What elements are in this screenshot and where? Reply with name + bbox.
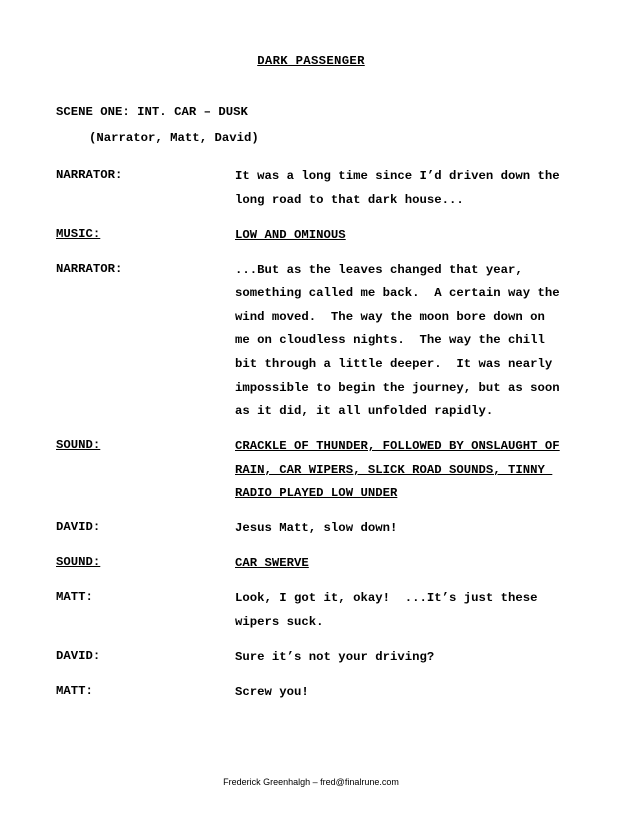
speaker-label: MATT: — [56, 590, 93, 605]
script-line: wind moved. The way the moon bore down on — [235, 309, 545, 324]
script-line: me on cloudless nights. The way the chill — [235, 333, 545, 348]
script-line: bit through a little deeper. It was nearly — [235, 356, 553, 371]
script-line: long road to that dark house... — [235, 192, 464, 207]
script-line: impossible to begin the journey, but as soon — [235, 380, 560, 395]
script-title: DARK PASSENGER — [257, 54, 365, 68]
script-line: Sure it’s not your driving? — [235, 650, 435, 664]
script-line: Screw you! — [235, 685, 309, 699]
script-line: something called me back. A certain way the — [235, 286, 560, 301]
cue-text — [235, 438, 580, 509]
speaker-label: NARRATOR: — [56, 168, 123, 182]
cue-label: SOUND: — [56, 555, 101, 570]
dialogue-text — [235, 590, 580, 637]
page-footer: Frederick Greenhalgh – fred@finalrune.com — [223, 777, 399, 787]
speaker-label: DAVID: — [56, 649, 101, 663]
script-line: as it did, it all unfolded rapidly. — [235, 404, 494, 419]
script-line: Look, I got it, okay! ...It’s just these — [235, 591, 538, 606]
script-line: RAIN, CAR WIPERS, SLICK ROAD SOUNDS, TINNY — [235, 462, 553, 477]
script-line: Jesus Matt, slow down! — [235, 521, 398, 536]
script-line: RADIO PLAYED LOW UNDER — [235, 486, 398, 501]
dialogue-text — [235, 168, 580, 215]
scene-heading: SCENE ONE: INT. CAR – DUSK — [56, 105, 248, 119]
cue-text — [235, 227, 580, 251]
speaker-label: NARRATOR: — [56, 261, 123, 276]
dialogue-text — [235, 520, 580, 544]
character-list: (Narrator, Matt, David) — [89, 131, 259, 145]
script-line: LOW AND OMINOUS — [235, 227, 346, 242]
cue-label: MUSIC: — [56, 226, 101, 241]
speaker-label: MATT: — [56, 684, 93, 698]
dialogue-text — [235, 649, 580, 673]
script-line: CRACKLE OF THUNDER, FOLLOWED BY ONSLAUGHT OF — [235, 439, 560, 454]
dialogue-text — [235, 262, 580, 427]
speaker-label: DAVID: — [56, 520, 101, 535]
script-line: CAR SWERVE — [235, 556, 309, 571]
cue-label: SOUND: — [56, 438, 101, 453]
script-line: ...But as the leaves changed that year, — [235, 262, 523, 277]
cue-text — [235, 555, 580, 579]
script-line: It was a long time since I’d driven down the — [235, 169, 560, 183]
dialogue-text — [235, 684, 580, 708]
script-line: wipers suck. — [235, 614, 324, 629]
